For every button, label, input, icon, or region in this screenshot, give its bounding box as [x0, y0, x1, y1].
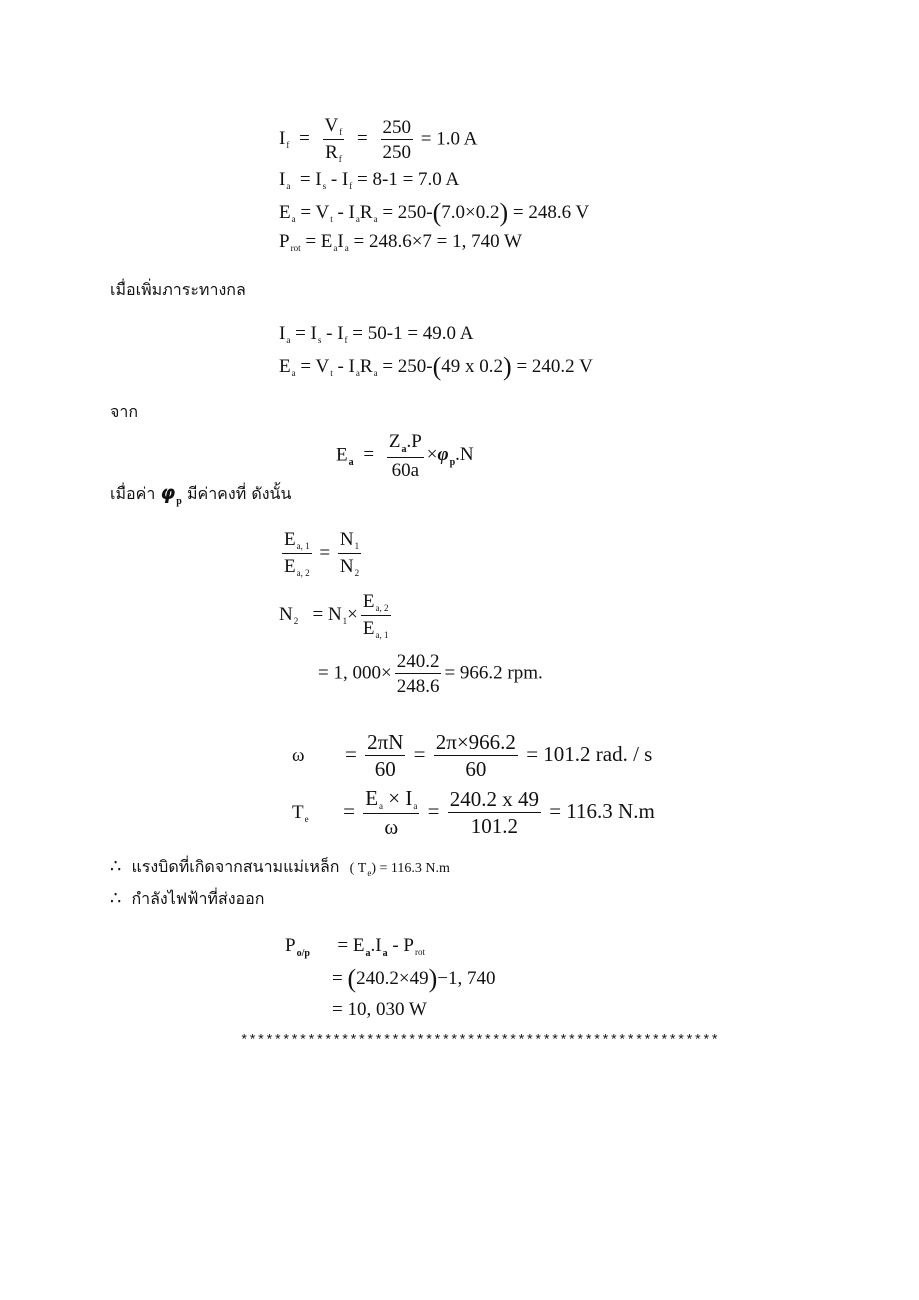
therefore-icon: ∴	[110, 888, 122, 909]
field-current-equation: $I_f$ = $\frac{V_f}{R_f}$ = $\frac{250}{250}$ = 1.0 A	[279, 115, 478, 164]
conclusion-power: ∴ กำลังไฟฟ้าที่ส่งออก	[110, 888, 265, 909]
text-mechanical-load: เมื่อเพิ่มภาระทางกล	[110, 280, 246, 299]
text-constant-flux: เมื่อค่า $\varphi_p$ มีค่าคงที่ ดังนั้น	[110, 482, 292, 507]
emf-formula: $E_a$ = $\frac{Z_a.P}{60a}$ $\times\varphi_p.N$	[336, 431, 474, 481]
rotational-loss-equation: $P_{rot} = E_aI_a = 248.6\times 7 = 1$, 740 W	[279, 231, 522, 253]
output-power-line-3: = 10, 030 W	[332, 999, 427, 1020]
phi-symbol: φ	[160, 482, 176, 504]
emf-ratio-equation: $\frac{E_{a, 1}}{E_{a, 2}}$ = $\frac{N_1}{N_2}$	[284, 529, 360, 578]
text-from: จาก	[110, 402, 139, 421]
therefore-icon: ∴	[110, 856, 122, 877]
armature-emf-equation-2: $E_a = V_t - I_aR_a = 250-(49$ x 0.2) = 240.2 V	[279, 352, 593, 381]
speed-result: = 1, 000× $\frac{240.2}{248.6}$ = 966.2 rpm.	[318, 651, 543, 697]
output-power-line-1: $P_{o/p} = E_a.I_a - P_{rot}$	[285, 935, 425, 959]
armature-current-equation-1: $I_a = I_s - I_f = 8-1 = 7.0$ A	[279, 169, 460, 191]
output-power-line-2: = (240.2×49)−1, 740	[332, 964, 496, 993]
torque-equation: $T_e$ = $\frac{E_a \times I_a}{\omega}$ = $\frac{240.2 x 49}{101.2}$ = 116.3 N.m	[292, 786, 655, 839]
separator-line: *********************************************************	[240, 1033, 719, 1049]
conclusion-torque: ∴ แรงบิดที่เกิดจากสนามแม่เหล็ก ( $T_e) = 116.3$ N.m	[110, 856, 450, 878]
armature-emf-equation-1: $E_a = V_t - I_aR_a = 250-(7.0\times 0.2) = 248.6$ V	[279, 198, 590, 227]
angular-velocity-equation: ω = $\frac{2\pi N}{60}$ = $\frac{2\pi\times 966.2}{60}$ = 101.2 rad. / s	[292, 730, 653, 781]
speed-equation: $N_2$ = $N_1\times$ $\frac{E_{a, 2}}{E_{a, 1}}$	[279, 591, 389, 640]
armature-current-equation-2: $I_a = I_s - I_f = 50-1 = 49.0$ A	[279, 323, 474, 345]
